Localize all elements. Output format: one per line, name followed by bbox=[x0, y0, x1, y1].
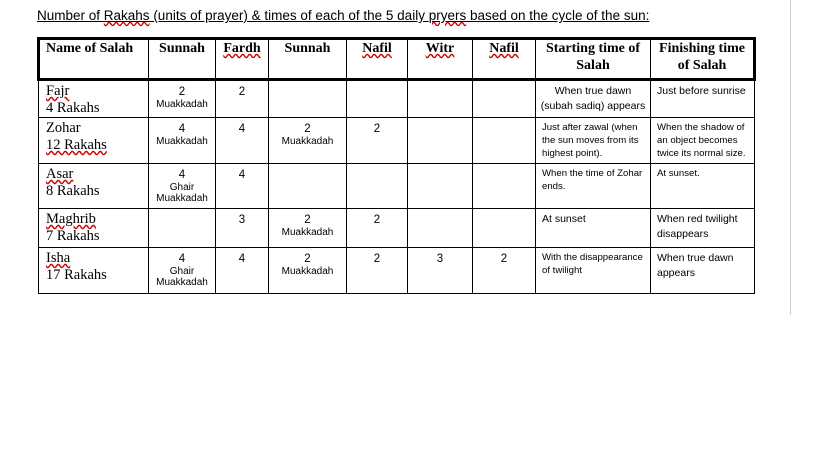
nafil-2-cell bbox=[473, 80, 536, 118]
nafil-2-cell bbox=[473, 164, 536, 209]
nafil-1-cell: 2 bbox=[347, 209, 408, 248]
header-nafil-2: Nafil bbox=[473, 39, 536, 80]
table-row-maghrib bbox=[39, 209, 755, 248]
sunnah-before-cell: 4 Muakkadah bbox=[149, 118, 216, 164]
fardh-cell: 3 bbox=[216, 209, 269, 248]
witr-cell: 3 bbox=[408, 248, 473, 294]
header-sunnah-before: Sunnah bbox=[149, 39, 216, 80]
start-time-cell: With the disappearance of twilight bbox=[536, 248, 651, 294]
finish-time-cell: When red twilight disappears bbox=[651, 209, 755, 248]
table-row-isha bbox=[39, 248, 755, 294]
nafil-1-cell: 2 bbox=[347, 118, 408, 164]
sunnah-before-cell: 2 Muakkadah bbox=[149, 80, 216, 118]
sunnah-before-cell bbox=[149, 209, 216, 248]
sunnah-after-cell: 2 Muakkadah bbox=[269, 209, 347, 248]
header-finishing-time: Finishing time of Salah bbox=[651, 39, 755, 80]
sunnah-before-cell: 4 Ghair Muakkadah bbox=[149, 248, 216, 294]
salah-name-cell: Fajr 4 Rakahs bbox=[39, 80, 149, 118]
header-nafil-1: Nafil bbox=[347, 39, 408, 80]
nafil-1-cell bbox=[347, 164, 408, 209]
nafil-2-cell bbox=[473, 118, 536, 164]
salah-name-cell: Isha 17 Rakahs bbox=[39, 248, 149, 294]
nafil-1-cell bbox=[347, 80, 408, 118]
fardh-cell: 4 bbox=[216, 118, 269, 164]
salah-name-cell: Maghrib 7 Rakahs bbox=[39, 209, 149, 248]
finish-time-cell: When the shadow of an object becomes twice its normal size. bbox=[651, 118, 755, 164]
sunnah-after-cell bbox=[269, 164, 347, 209]
sunnah-after-cell bbox=[269, 80, 347, 118]
sunnah-after-cell: 2 Muakkadah bbox=[269, 248, 347, 294]
header-witr: Witr bbox=[408, 39, 473, 80]
nafil-1-cell: 2 bbox=[347, 248, 408, 294]
table-row-zohar bbox=[39, 118, 755, 164]
start-time-cell: Just after zawal (when the sun moves from its highest point). bbox=[536, 118, 651, 164]
header-row bbox=[39, 39, 755, 80]
start-time-cell: When true dawn (subah sadiq) appears bbox=[536, 80, 651, 118]
start-time-cell: When the time of Zohar ends. bbox=[536, 164, 651, 209]
header-starting-time: Starting time of Salah bbox=[536, 39, 651, 80]
salah-table bbox=[37, 37, 756, 294]
start-time-cell: At sunset bbox=[536, 209, 651, 248]
fardh-cell: 4 bbox=[216, 248, 269, 294]
header-fardh: Fardh bbox=[216, 39, 269, 80]
sunnah-before-cell: 4 Ghair Muakkadah bbox=[149, 164, 216, 209]
fardh-cell: 4 bbox=[216, 164, 269, 209]
table-row-fajr bbox=[39, 80, 755, 118]
sunnah-after-cell: 2 Muakkadah bbox=[269, 118, 347, 164]
witr-cell bbox=[408, 209, 473, 248]
witr-cell bbox=[408, 164, 473, 209]
page-title: Number of Rakahs (units of prayer) & times of each of the 5 daily pryers based on the cycle of the sun: bbox=[37, 8, 650, 23]
table-row-asar bbox=[39, 164, 755, 209]
finish-time-cell: At sunset. bbox=[651, 164, 755, 209]
header-sunnah-after: Sunnah bbox=[269, 39, 347, 80]
header-name: Name of Salah bbox=[39, 39, 149, 80]
salah-name-cell: Zohar 12 Rakahs bbox=[39, 118, 149, 164]
page-edge bbox=[790, 0, 791, 315]
nafil-2-cell: 2 bbox=[473, 248, 536, 294]
nafil-2-cell bbox=[473, 209, 536, 248]
witr-cell bbox=[408, 80, 473, 118]
fardh-cell: 2 bbox=[216, 80, 269, 118]
finish-time-cell: Just before sunrise bbox=[651, 80, 755, 118]
finish-time-cell: When true dawn appears bbox=[651, 248, 755, 294]
salah-name-cell: Asar 8 Rakahs bbox=[39, 164, 149, 209]
witr-cell bbox=[408, 118, 473, 164]
